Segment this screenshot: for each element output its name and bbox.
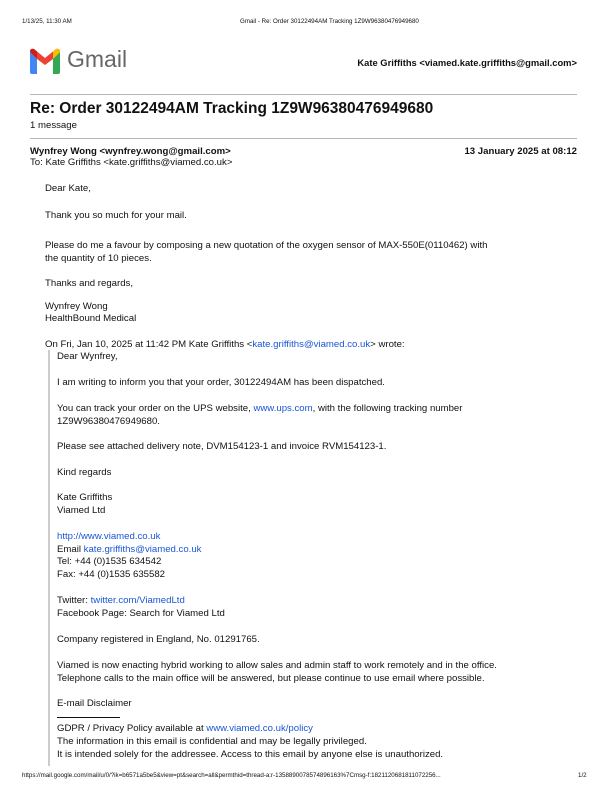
twitter-label: Twitter:: [57, 595, 91, 606]
gdpr-line: [57, 723, 313, 735]
message-date: 13 January 2025 at 08:12: [464, 146, 577, 157]
quoted-p1: I am writing to inform you that your order, 30122494AM has been dispatched.: [57, 377, 385, 388]
tracking-number: 1Z9W96380476949680.: [57, 416, 160, 427]
quote-sender-email-link[interactable]: kate.griffiths@viamed.co.uk: [252, 339, 371, 350]
gdpr-text: GDPR / Privacy Policy available at: [57, 723, 207, 734]
fax-line: Fax: +44 (0)1535 635582: [57, 569, 166, 580]
quote-intro-suffix: > wrote:: [370, 339, 405, 350]
body-p2-line1: Please do me a favour by composing a new quotation of the oxygen sensor of MAX-550E(0110462) with: [45, 240, 488, 251]
sender: Wynfrey Wong <wynfrey.wong@gmail.com>: [30, 146, 231, 157]
email-line: [57, 544, 201, 556]
quoted-sig-name: Kate Griffiths: [57, 492, 113, 503]
disclaimer-title: E-mail Disclaimer: [57, 698, 132, 709]
website-link[interactable]: http://www.viamed.co.uk: [57, 531, 161, 542]
quoted-sig-company: Viamed Ltd: [57, 505, 106, 516]
quoted-greeting: Dear Wynfrey,: [57, 351, 118, 362]
confidential-line2: It is intended solely for the addressee. Access to this email by anyone else is unauthorized.: [57, 749, 444, 760]
body-p2-line2: the quantity of 10 pieces.: [45, 253, 152, 264]
sig-name: Wynfrey Wong: [45, 301, 108, 312]
recipient: To: Kate Griffiths <kate.griffiths@viamed.co.uk>: [30, 157, 233, 168]
email-link[interactable]: kate.griffiths@viamed.co.uk: [83, 544, 202, 555]
confidential-line1: The information in this email is confidential and may be legally privileged.: [57, 736, 367, 747]
divider: [30, 94, 577, 95]
thread-subject: Re: Order 30122494AM Tracking 1Z9W96380476949680: [30, 100, 434, 117]
quoted-signoff: Kind regards: [57, 467, 112, 478]
quoted-p3: Please see attached delivery note, DVM154123-1 and invoice RVM154123-1.: [57, 441, 387, 452]
company-reg: Company registered in England, No. 01291765.: [57, 634, 260, 645]
quoted-p2: [57, 403, 462, 415]
quote-intro: [45, 339, 405, 351]
ups-link[interactable]: www.ups.com: [253, 403, 313, 414]
hybrid-line1: Viamed is now enacting hybrid working to allow sales and admin staff to work remotely and in the office.: [57, 660, 497, 671]
body-signoff: Thanks and regards,: [45, 278, 133, 289]
hybrid-line2: Telephone calls to the main office will be answered, but please continue to use email where possible.: [57, 673, 485, 684]
twitter-link[interactable]: twitter.com/ViamedLtd: [90, 595, 185, 606]
print-url: https://mail.google.com/mail/u/0/?ik=b6571a5be5&view=pt&search=all&permthid=thread-a:r-1358890078574896163%7Cmsg-f:1821120681811072256...: [22, 772, 441, 779]
sig-company: HealthBound Medical: [45, 313, 137, 324]
policy-link[interactable]: www.viamed.co.uk/policy: [206, 723, 313, 734]
quote-bar: [48, 350, 50, 766]
message-count: 1 message: [30, 120, 77, 131]
gmail-wordmark: Gmail: [67, 46, 128, 72]
account-identity: Kate Griffiths <viamed.kate.griffiths@gmail.com>: [357, 57, 577, 68]
body-greeting: Dear Kate,: [45, 183, 91, 194]
twitter-line: [57, 595, 185, 607]
gmail-logo: [30, 46, 128, 75]
quoted-p2-text: You can track your order on the UPS website,: [57, 403, 254, 414]
print-datetime: 1/13/25, 11:30 AM: [22, 18, 72, 25]
gmail-m-icon: [30, 48, 60, 74]
disclaimer-rule: [57, 717, 120, 718]
facebook-line: Facebook Page: Search for Viamed Ltd: [57, 608, 225, 619]
website-line: [57, 531, 160, 543]
email-label: Email: [57, 544, 84, 555]
body-p1: Thank you so much for your mail.: [45, 210, 187, 221]
quoted-p2-text-end: , with the following tracking number: [312, 403, 463, 414]
print-page-title: Gmail - Re: Order 30122494AM Tracking 1Z9W96380476949680: [240, 18, 419, 25]
tel-line: Tel: +44 (0)1535 634542: [57, 556, 162, 567]
quote-intro-text: On Fri, Jan 10, 2025 at 11:42 PM Kate Griffiths <: [45, 339, 253, 350]
divider: [30, 138, 577, 139]
page-number: 1/2: [578, 772, 587, 779]
